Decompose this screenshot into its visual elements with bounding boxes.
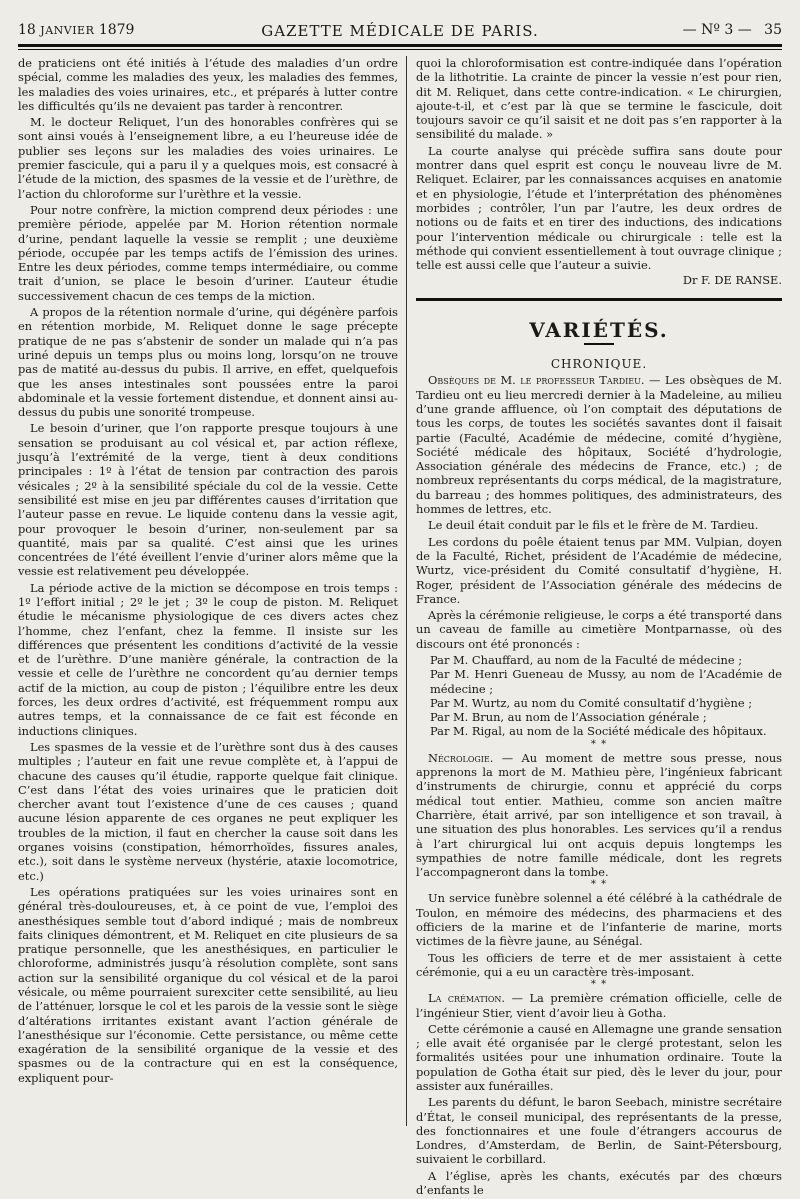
toulon-paragraph: Tous les officiers de terre et de mer assistaient à cette cérémonie, qui a eu un caractère très-imposant.: [416, 950, 782, 979]
asterism-separator: * *: [590, 738, 608, 750]
right-column: [416, 56, 782, 1199]
left-paragraph: de praticiens ont été initiés à l’étude des maladies d’un ordre spécial, comme les maladies des yeux, les maladies des femmes, les maladies des voies urinaires, etc., et préparés à lutter contre les difficultés qu’ils ne devaient pas tarder à rencontrer.: [18, 56, 398, 113]
speaker-item: Par M. Wurtz, au nom du Comité consultatif d’hygiène ;: [430, 695, 753, 710]
date-year: 1879: [98, 22, 135, 38]
left-paragraph: Pour notre confrère, la miction comprend deux périodes : une première période, appelée par M. Horion rétention normale d’urine, pendant laquelle la vessie se remplit ; une deuxième période, occupée par les temps actifs de l’émission des urines. Entre les deux périodes, comme temps intermédiaire, ou comme trait d’union, se place le besoin d’uriner. L’auteur étudie successivement chacun de ces temps de la miction.: [18, 202, 398, 303]
speaker-item: Par M. Brun, au nom de l’Association générale ;: [430, 710, 707, 725]
issue-and-page: [683, 22, 782, 38]
tardieu-lead: Obsèques de M. le professeur Tardieu.: [428, 373, 645, 388]
left-paragraph: M. le docteur Reliquet, l’un des honorables confrères qui se sont ainsi voués à l’enseignement libre, a eu l’heureuse idée de publier ses leçons sur les maladies des voies urinaires. Le premier fascicule, qui a paru il y a quelques mois, est consacré à l’étude de la miction, des spasmes de la vessie et de l’urèthre, de l’action du chloroforme sur l’urèthre et la vessie.: [18, 115, 398, 201]
speaker-list: [430, 653, 782, 739]
cremation-paragraph: Cette cérémonie a causé en Allemagne une grande sensation ; elle avait été organisée par le clergé protestant, selon les formalités usitées pour une inhumation ordinaire. Toute la population de Gotha était sur pied, dès le lever du jour, pour assister aux funérailles.: [416, 1021, 782, 1093]
date-day: 18: [18, 22, 36, 38]
column-separator: [406, 56, 407, 1126]
cremation-paragraph: [416, 991, 782, 1020]
necrology-lead: Nécrologie.: [428, 750, 494, 765]
tardieu-paragraph: [416, 373, 782, 516]
cremation-lead: La crémation.: [428, 991, 506, 1006]
necrology-text: — Au moment de mettre sous presse, nous apprenons la mort de M. Mathieu père, l’ingénieux fabricant d’instruments de chirurgie, connu et apprécié du corps médical tout entier. Mathieu, comme son ancien maître Charrière, était arrivé, par son intelligence et son travail, à une situation des plus honorables. Les services qu’il a rendus à l’art chirurgical lui ont acquis depuis longtemps les sympathies de notre famille médicale, dont les regrets l’accompagneront dans la tombe.: [416, 750, 782, 880]
issue-number: — Nº 3 —: [682, 22, 752, 38]
date-month: JANVIER: [40, 24, 95, 37]
speaker-item: Par M. Chauffard, au nom de la Faculté de médecine ;: [430, 652, 743, 667]
necrology-paragraph: [416, 751, 782, 880]
header-rule-thin: [18, 49, 782, 50]
cremation-paragraph: A l’église, après les chants, exécutés par des chœurs d’enfants le: [416, 1168, 782, 1198]
journal-title: GAZETTE MÉDICALE DE PARIS.: [261, 22, 539, 40]
asterism-separator: * *: [590, 879, 608, 891]
page-header: [18, 22, 782, 42]
right-paragraph: quoi la chloroformisation est contre-indiquée dans l’opération de la lithotritie. La crainte de pincer la vessie n’est pour rien, dit M. Reliquet, dans cette contre-indication. « Le chirurgien, ajoute-t-il, et c’est par là que se termine le fascicule, doit toujours savoir ce qu’il saisit et ne doit pas s’en rapporter à la sensibilité du malade. »: [416, 56, 782, 142]
author-signature: Dr F. DE RANSE.: [682, 273, 782, 288]
left-paragraph: La période active de la miction se décompose en trois temps : 1º l’effort initial ; 2º le jet ; 3º le coup de piston. M. Reliquet étudie le mécanisme physiologique de ces divers actes chez l’homme, chez l’enfant, chez la femme. Il insiste sur les différences que présentent les conditions d’activité de la vessie et de l’urèthre. D’une manière générale, la contraction de la vessie et celle de l’urèthre ne concordent qu’au dernier temps actif de la miction, au coup de piston ; l’équilibre entre les deux forces, les deux ordres d’activité, est fréquemment rompu aux autres temps, et la connaissance de ce fait est féconde en inductions cliniques.: [18, 580, 398, 738]
section-title: VARIÉTÉS.: [529, 317, 669, 342]
section-rule: [416, 298, 782, 301]
header-rule-thick: [18, 44, 782, 47]
tardieu-paragraph: Le deuil était conduit par le fils et le frère de M. Tardieu.: [428, 518, 759, 533]
left-paragraph: Le besoin d’uriner, que l’on rapporte presque toujours à une sensation se produisant au col vésical et, par action réflexe, jusqu’à l’extrémité de la verge, tient à deux conditions principales : 1º à l’état de tension par contraction des parois vésicales ; 2º à la sensibilité spéciale du col de la vessie. Cette sensibilité est mise en jeu par différentes causes d’irritation que l’auteur passe en revue. Le liquide contenu dans la vessie agit, pour provoquer le besoin d’uriner, non-seulement par sa quantité, mais par sa qualité. C’est ainsi que les urines concentrées de l’été éveillent l’envie d’uriner alors même que la vessie est relativement peu développée.: [18, 421, 398, 579]
left-paragraph: A propos de la rétention normale d’urine, qui dégénère parfois en rétention morbide, M. Reliquet donne le sage précepte pratique de ne pas s’abstenir de sonder un malade qui n’a pas uriné depuis un temps plus ou moins long, lorsqu’on ne trouve pas de matité au-dessus du pubis. Il arrive, en effet, quelquefois que les anses intestinales sont poussées entre la paroi abdominale et la vessie fortement distendue, et donnent ainsi au-dessus du pubis une sonorité trompeuse.: [18, 305, 398, 420]
tardieu-text: — Les obsèques de M. Tardieu ont eu lieu mercredi dernier à la Madeleine, au milieu d’une grande affluence, où l’on comptait des députations de tous les corps, de toutes les sociétés savantes dont il faisait partie (Faculté, Académie de médecine, comité d’hygiène, Société médicale des hôpitaux, Société d’hydrologie, Association générale des médecins de France, etc.) ; de nombreux représentants du corps médical, de la magistrature, du barreau ; des hommes politiques, des administrateurs, des hommes de lettres, etc.: [416, 373, 782, 517]
toulon-paragraph: Un service funèbre solennel a été célébré à la cathédrale de Toulon, en mémoire des médecins, des pharmaciens et des officiers de la marine et de l’infanterie de marine, morts victimes de la fièvre jaune, au Sénégal.: [416, 891, 782, 949]
tardieu-paragraph: Après la cérémonie religieuse, le corps a été transporté dans un caveau de famille au cimetière Montparnasse, où des discours ont été prononcés :: [416, 608, 782, 651]
speaker-item: Par M. Henri Gueneau de Mussy, au nom de l’Académie de médecine ;: [430, 667, 782, 696]
tardieu-paragraph: Les cordons du poêle étaient tenus par MM. Vulpian, doyen de la Faculté, Richet, président de l’Académie de médecine, Wurtz, vice-président du Comité consultatif d’hygiène, H. Roger, président de l’Association générale des médecins de France.: [416, 534, 782, 606]
page-number: 35: [764, 22, 782, 38]
left-column: [18, 56, 398, 1087]
left-paragraph: Les opérations pratiquées sur les voies urinaires sont en général très-douloureuses, et, à ce point de vue, l’emploi des anesthésiques semble tout d’abord indiqué ; mais de nombreux faits cliniques démontrent, et M. Reliquet en cite plusieurs de sa pratique personnelle, que les anesthésiques, en particulier le chloroforme, administrés jusqu’à résolution complète, sont sans action sur la sensibilité organique du col vésical et de la paroi vésicale, ou même pourraient surexciter cette sensibilité, au lieu de l’atténuer, lorsque le col et les parois de la vessie sont le siège d’altérations irritantes existant avant l’action générale de l’anesthésique sur l’économie. Cette persistance, ou même cette exagération de la sensibilité organique de la vessie et des spasmes ou de la contracture qui en est la conséquence, expliquent pour-: [18, 884, 398, 1085]
cremation-text: — La première crémation officielle, celle de l’ingénieur Stier, vient d’avoir lieu à Gotha.: [416, 991, 782, 1020]
cremation-paragraph: Les parents du défunt, le baron Seebach, ministre secrétaire d’État, le conseil municipal, des représentants de la presse, des fonctionnaires et une foule d’étrangers accourus de Londres, d’Amsterdam, de Berlin, de Saint-Pétersbourg, suivaient le corbillard.: [416, 1095, 782, 1167]
title-rule: [584, 343, 614, 345]
asterism-separator: * *: [590, 979, 608, 991]
subsection-title: CHRONIQUE.: [550, 357, 648, 372]
right-paragraph: La courte analyse qui précède suffira sans doute pour montrer dans quel esprit est conçu le nouveau livre de M. Reliquet. Eclairer, par les connaissances acquises en anatomie et en physiologie, l’étude et l’interprétation des phénomènes morbides ; contrôler, l’un par l’autre, les deux ordres de notions ou de faits et en tirer des inductions, des indications pour l’intervention médicale ou chirurgicale : telle est la méthode qui convient essentiellement à tout ouvrage clinique ; telle est aussi celle que l’auteur a suivie.: [416, 143, 782, 273]
speaker-item: Par M. Rigal, au nom de la Société médicale des hôpitaux.: [430, 724, 767, 739]
left-paragraph: Les spasmes de la vessie et de l’urèthre sont dus à des causes multiples ; l’auteur en fait une revue complète et, à l’appui de chacune des causes qu’il étudie, rapporte quelque fait clinique. C’est dans l’état des voies urinaires que le praticien doit chercher avant tout l’existence d’une de ces causes ; quand aucune lésion apparente de ces organes ne peut expliquer les troubles de la miction, il faut en chercher la cause soit dans les organes voisins (constipation, hémorrhoïdes, fissures anales, etc.), soit dans le système nerveux (hystérie, ataxie locomotrice, etc.): [18, 739, 398, 883]
